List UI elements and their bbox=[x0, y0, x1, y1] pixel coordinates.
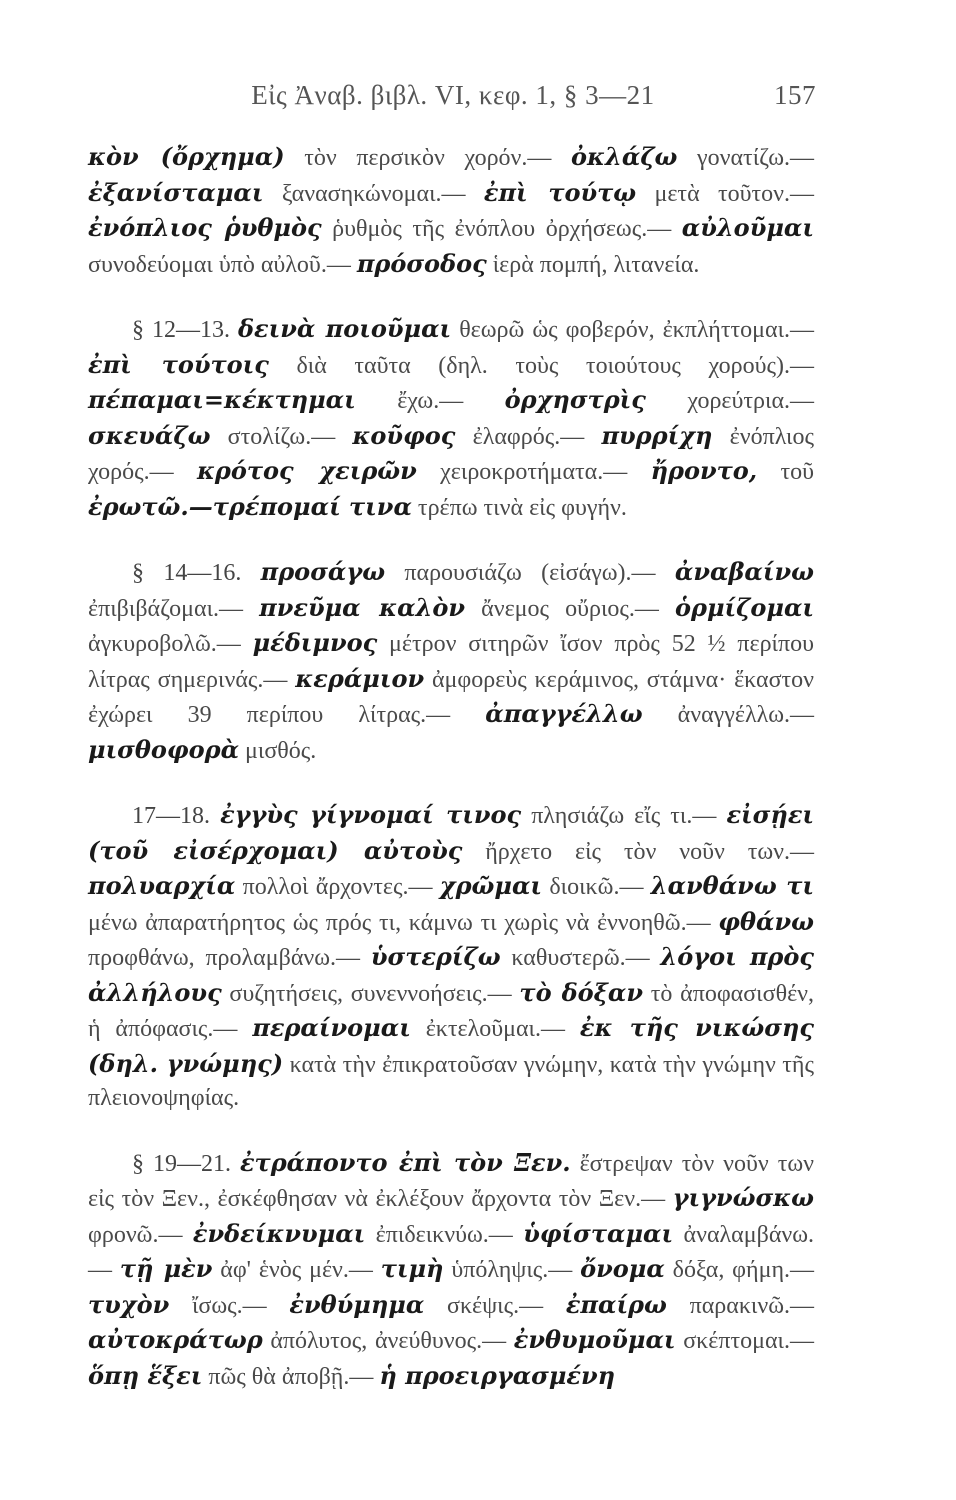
lemma: φθάνω bbox=[718, 906, 814, 936]
paragraph-section-17-18 bbox=[88, 798, 814, 1116]
lemma: δεινὰ ποιοῦμαι bbox=[238, 314, 452, 343]
lemma: ἐνθύμημα bbox=[289, 1289, 425, 1319]
lemma: ἀπαγγέλλω bbox=[485, 699, 643, 728]
gloss: στολίζω.— bbox=[227, 423, 336, 450]
gloss: ἱερὰ πομπή, λιτανεία. bbox=[492, 251, 700, 278]
running-head-title: Εἰς Ἀναβ. βιβλ. VI, κεφ. 1, § 3—21 bbox=[251, 80, 655, 110]
glossary-entry bbox=[196, 456, 628, 485]
gloss: μισθός. bbox=[245, 737, 317, 764]
lemma: ἐνόπλιος ῥυθμὸς bbox=[88, 213, 322, 242]
gloss: ἀναλαμβάνω.— bbox=[88, 1221, 815, 1283]
glossary-entry bbox=[356, 248, 700, 278]
lemma: πέπαμαι=κέκτημαι bbox=[88, 385, 356, 414]
running-head bbox=[90, 80, 816, 120]
glossary-entry bbox=[379, 1360, 616, 1390]
gloss: ἔχω.— bbox=[397, 388, 464, 414]
gloss: συζητήσεις, συνεννοήσεις.— bbox=[229, 980, 512, 1007]
gloss: ἤρχετο εἰς τὸν νοῦν των.— bbox=[485, 838, 814, 865]
glossary-entry bbox=[192, 1218, 513, 1248]
gloss: διὰ ταῦτα (δηλ. τοὺς τοιούτους χορούς).— bbox=[296, 352, 814, 379]
gloss: ἀμφορεὺς κεράμινος, στάμνα· ἕκαστον ἐχώρει 39 περίπου λίτρας.— bbox=[88, 666, 815, 728]
glossary-entry bbox=[88, 734, 317, 764]
gloss: ἐλαφρός.— bbox=[472, 423, 585, 450]
gloss: θεωρῶ ὡς φοβερόν, ἐκπλήττομαι.— bbox=[459, 317, 815, 343]
lemma: σκευάζω bbox=[88, 420, 211, 450]
gloss: τοῦ bbox=[780, 459, 815, 485]
glossary-entry bbox=[260, 557, 656, 586]
paragraph-section-14-16 bbox=[88, 555, 814, 768]
gloss: μετὰ τοῦτον.— bbox=[654, 180, 814, 207]
lemma: αὐλοῦμαι bbox=[681, 213, 814, 242]
paragraph-section-12-13 bbox=[88, 312, 814, 525]
lemma: ἐρωτῶ.—τρέπομαί τινα bbox=[88, 491, 412, 521]
gloss: διοικῶ.— bbox=[549, 874, 644, 900]
body-text bbox=[88, 140, 814, 1394]
glossary-entry bbox=[238, 314, 815, 343]
lemma: ἀναβαίνω bbox=[674, 557, 814, 586]
lemma: τιμὴ bbox=[380, 1254, 444, 1283]
lemma: ὀκλάζω bbox=[571, 142, 678, 171]
gloss: ῥυθμὸς τῆς ἐνόπλου ὀρχήσεως.— bbox=[332, 216, 672, 242]
gloss: πολλοὶ ἄρχοντες.— bbox=[242, 874, 433, 900]
glossary-entry bbox=[504, 385, 815, 414]
lemma: ὁρμίζομαι bbox=[675, 592, 815, 622]
lemma: τῇ μὲν bbox=[119, 1254, 213, 1283]
section-number: § 19—21. bbox=[132, 1150, 231, 1177]
lemma: κοῦφος bbox=[352, 420, 456, 450]
glossary-entry bbox=[88, 177, 466, 207]
lemma: ὅπῃ ἕξει bbox=[88, 1360, 203, 1390]
lemma: ἐπὶ τούτῳ bbox=[483, 177, 637, 207]
gloss: μέτρον σιτηρῶν ἴσον πρὸς 52 ½ περίπου λίτρας σημερινάς.— bbox=[88, 631, 814, 693]
lemma: ὑστερίζω bbox=[370, 942, 501, 971]
lemma: λανθάνω τι bbox=[650, 871, 815, 900]
section-number: § 12—13. bbox=[132, 317, 230, 343]
lemma: κρότος χειρῶν bbox=[196, 456, 417, 485]
glossary-entry bbox=[370, 942, 650, 971]
lemma: ἐξανίσταμαι bbox=[88, 177, 264, 207]
glossary-entry bbox=[119, 1254, 373, 1283]
glossary-entry bbox=[259, 592, 659, 622]
gloss: ἔστρεψαν τὸν νοῦν των εἰς τὸν Ξεν., ἐσκέφθησαν νὰ ἐκλέξουν ἄρχοντα τὸν Ξεν.— bbox=[88, 1150, 815, 1212]
glossary-entry bbox=[352, 420, 585, 450]
gloss: ἴσως.— bbox=[191, 1292, 267, 1319]
glossary-entry bbox=[88, 871, 433, 900]
glossary-entry bbox=[289, 1289, 544, 1319]
lemma: προσάγω bbox=[260, 557, 386, 586]
lemma: μισθοφορὰ bbox=[88, 734, 240, 764]
gloss: ἄνεμος οὔριος.— bbox=[481, 595, 659, 622]
lemma: εἰσῄει (τοῦ εἰσέρχομαι) αὐτοὺς bbox=[88, 800, 815, 865]
glossary-entry bbox=[483, 177, 814, 207]
gloss: μένω ἀπαρατήρητος ὡς πρός τι, κάμνω τι χωρὶς νὰ ἐννοηθῶ.— bbox=[88, 909, 711, 936]
paragraph-continuation bbox=[88, 140, 814, 282]
gloss: ἐνόπλιος χορός.— bbox=[88, 423, 814, 485]
gloss: κατὰ τὴν ἐπικρατοῦσαν γνώμην, κατὰ τὴν γνώμην τῆς πλειονοψηφίας. bbox=[88, 1051, 814, 1111]
gloss: ἀπόλυτος, ἀνεύθυνος.— bbox=[270, 1328, 507, 1354]
lemma: ἐτράποντο ἐπὶ τὸν Ξεν. bbox=[239, 1147, 571, 1177]
lemma: πυρρίχη bbox=[601, 420, 713, 450]
section-number: 17—18. bbox=[132, 803, 210, 829]
lemma: πνεῦμα καλὸν bbox=[259, 592, 466, 622]
glossary-entry bbox=[88, 349, 814, 379]
glossary-entry bbox=[220, 800, 717, 829]
lemma: ἐγγὺς γίγνομαί τινος bbox=[220, 800, 522, 829]
gloss: ἐπιβιβάζομαι.— bbox=[88, 595, 244, 622]
page-number: 157 bbox=[774, 80, 816, 110]
lemma: ὀρχηστρὶς bbox=[504, 385, 646, 414]
section-number: § 14—16. bbox=[132, 560, 242, 586]
glossary-entry bbox=[88, 385, 464, 414]
glossary-entry bbox=[565, 1289, 815, 1319]
lemma: ἐνδείκνυμαι bbox=[192, 1218, 366, 1248]
lemma: τὸ δόξαν bbox=[519, 977, 644, 1007]
lemma: ὄνομα bbox=[580, 1254, 665, 1283]
lemma: ἐνθυμοῦμαι bbox=[513, 1325, 676, 1354]
gloss: ἐπιδεικνύω.— bbox=[375, 1221, 513, 1248]
gloss: ἀναγγέλλω.— bbox=[677, 702, 815, 728]
lemma: κὸν (ὄρχημα) bbox=[88, 142, 285, 171]
gloss: ἐκτελοῦμαι.— bbox=[425, 1016, 566, 1042]
glossary-entry bbox=[380, 1254, 573, 1283]
glossary-entry bbox=[580, 1254, 814, 1283]
gloss: παρακινῶ.— bbox=[689, 1292, 815, 1319]
glossary-entry bbox=[439, 871, 644, 900]
lemma: πρόσοδος bbox=[356, 248, 487, 278]
glossary-entry bbox=[650, 456, 815, 485]
lemma: πολυαρχία bbox=[88, 871, 236, 900]
glossary-entry bbox=[485, 699, 815, 728]
lemma: ἤροντο, bbox=[650, 456, 758, 485]
glossary-entry bbox=[88, 1325, 507, 1354]
lemma: λόγοι πρὸς ἀλλήλους bbox=[88, 942, 815, 1007]
glossary-entry bbox=[88, 1289, 267, 1319]
lemma: ἡ προειργασμένη bbox=[379, 1360, 616, 1390]
gloss: παρουσιάζω (εἰσάγω).— bbox=[404, 560, 656, 586]
lemma: γιγνώσκω bbox=[672, 1183, 815, 1212]
lemma: ἐκ τῆς νικώσης (δηλ. γνώμης) bbox=[88, 1013, 814, 1078]
gloss: προφθάνω, προλαμβάνω.— bbox=[88, 945, 361, 971]
glossary-entry bbox=[88, 213, 672, 242]
lemma: ὑφίσταμαι bbox=[523, 1218, 674, 1248]
gloss: ἀγκυροβολῶ.— bbox=[88, 631, 241, 657]
glossary-entry bbox=[88, 491, 627, 521]
lemma: τυχὸν bbox=[88, 1289, 170, 1319]
gloss: τὸ ἀποφασισθέν, ἡ ἀπόφασις.— bbox=[88, 980, 814, 1042]
lemma: μέδιμνος bbox=[252, 628, 378, 657]
gloss: τρέπω τινὰ εἰς φυγήν. bbox=[417, 494, 627, 521]
gloss: χειροκροτήματα.— bbox=[440, 459, 628, 485]
gloss: καθυστερῶ.— bbox=[511, 945, 650, 971]
gloss: γονατίζω.— bbox=[697, 145, 815, 171]
gloss: πλησιάζω εἴς τι.— bbox=[531, 803, 717, 829]
lemma: κεράμιον bbox=[295, 663, 425, 693]
lemma: περαίνομαι bbox=[252, 1013, 411, 1042]
gloss: πῶς θὰ ἀποβῇ.— bbox=[208, 1363, 374, 1390]
gloss: συνοδεύομαι ὑπὸ αὐλοῦ.— bbox=[88, 251, 351, 278]
gloss: ξανασηκώνομαι.— bbox=[281, 180, 466, 207]
gloss: ἀφ' ἑνὸς μέν.— bbox=[220, 1257, 373, 1283]
gloss: χορεύτρια.— bbox=[687, 388, 815, 414]
glossary-entry bbox=[88, 1360, 374, 1390]
gloss: φρονῶ.— bbox=[88, 1221, 183, 1248]
gloss: σκέψις.— bbox=[447, 1292, 544, 1319]
paragraph-section-19-21 bbox=[88, 1146, 814, 1395]
lemma: χρῶμαι bbox=[439, 871, 543, 900]
lemma: ἐπαίρω bbox=[565, 1289, 667, 1319]
gloss: ὑπόληψις.— bbox=[451, 1257, 573, 1283]
glossary-entry bbox=[571, 142, 815, 171]
gloss: δόξα, φήμη.— bbox=[672, 1257, 814, 1283]
gloss: σκέπτομαι.— bbox=[683, 1328, 815, 1354]
glossary-entry bbox=[88, 142, 552, 171]
gloss: τὸν περσικὸν χορόν.— bbox=[304, 145, 552, 171]
glossary-entry bbox=[252, 1013, 566, 1042]
glossary-entry bbox=[513, 1325, 815, 1354]
lemma: αὐτοκράτωρ bbox=[88, 1325, 263, 1354]
glossary-entry bbox=[88, 420, 336, 450]
lemma: ἐπὶ τούτοις bbox=[88, 349, 269, 379]
